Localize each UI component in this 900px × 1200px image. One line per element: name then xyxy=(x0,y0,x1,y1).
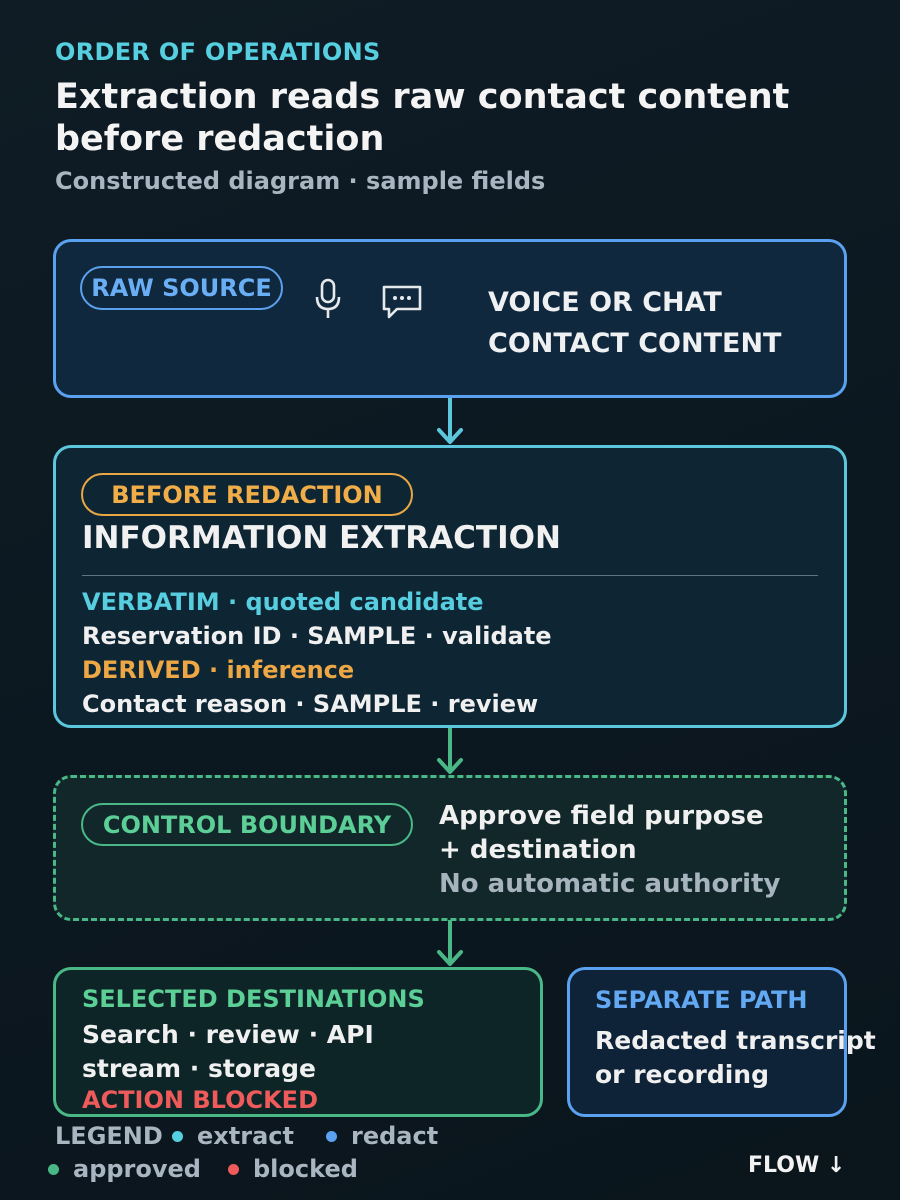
legend-text-blocked: blocked xyxy=(253,1155,358,1183)
raw-source-line-2: CONTACT CONTENT xyxy=(488,328,782,359)
control-line-1: Approve field purpose xyxy=(439,801,764,831)
legend-item-approved xyxy=(48,1155,201,1183)
diagram-title: Extraction reads raw contact content before redaction xyxy=(55,77,790,159)
legend-item-redact xyxy=(326,1122,438,1150)
legend-dot-blocked xyxy=(228,1164,239,1175)
flow-arrow-3 xyxy=(435,920,465,968)
flow-arrow-2 xyxy=(435,728,465,776)
derived-value: Contact reason · SAMPLE · review xyxy=(82,690,539,718)
control-description xyxy=(439,799,764,867)
separate-path-title: SEPARATE PATH xyxy=(595,986,808,1014)
raw-source-line-1: VOICE OR CHAT xyxy=(488,287,722,318)
verbatim-value: Reservation ID · SAMPLE · validate xyxy=(82,622,552,650)
destinations-list xyxy=(82,1018,374,1086)
microphone-icon xyxy=(313,278,343,320)
separate-path-description xyxy=(595,1024,876,1092)
chat-bubble-icon xyxy=(381,284,423,320)
derived-label: DERIVED · inference xyxy=(82,656,355,684)
extraction-title: INFORMATION EXTRACTION xyxy=(82,520,561,556)
control-boundary-badge: CONTROL BOUNDARY xyxy=(81,803,413,846)
diagram-subtitle: Constructed diagram · sample fields xyxy=(55,167,546,195)
legend-item-blocked xyxy=(228,1155,358,1183)
legend-text-approved: approved xyxy=(73,1155,201,1183)
legend-dot-extract xyxy=(172,1131,183,1142)
control-note: No automatic authority xyxy=(439,869,781,899)
action-blocked-label: ACTION BLOCKED xyxy=(82,1086,318,1114)
control-line-2: + destination xyxy=(439,835,637,865)
extraction-divider xyxy=(82,575,818,576)
eyebrow-label: ORDER OF OPERATIONS xyxy=(55,38,381,66)
separate-path-line-2: or recording xyxy=(595,1060,769,1089)
destinations-line-1: Search · review · API xyxy=(82,1020,374,1049)
legend-text-extract: extract xyxy=(197,1122,294,1150)
flow-direction-label: FLOW ↓ xyxy=(748,1153,846,1178)
legend-dot-approved xyxy=(48,1164,59,1175)
before-redaction-badge: BEFORE REDACTION xyxy=(81,473,413,516)
verbatim-label: VERBATIM · quoted candidate xyxy=(82,588,484,616)
legend-text-redact: redact xyxy=(351,1122,439,1150)
destinations-title: SELECTED DESTINATIONS xyxy=(82,985,425,1013)
raw-source-badge: RAW SOURCE xyxy=(80,266,283,310)
legend-item-extract xyxy=(172,1122,294,1150)
separate-path-line-1: Redacted transcript xyxy=(595,1026,876,1055)
flow-arrow-1 xyxy=(435,398,465,446)
legend-label: LEGEND xyxy=(55,1122,163,1150)
legend-dot-redact xyxy=(326,1131,337,1142)
raw-source-description xyxy=(488,282,781,364)
destinations-line-2: stream · storage xyxy=(82,1054,316,1083)
